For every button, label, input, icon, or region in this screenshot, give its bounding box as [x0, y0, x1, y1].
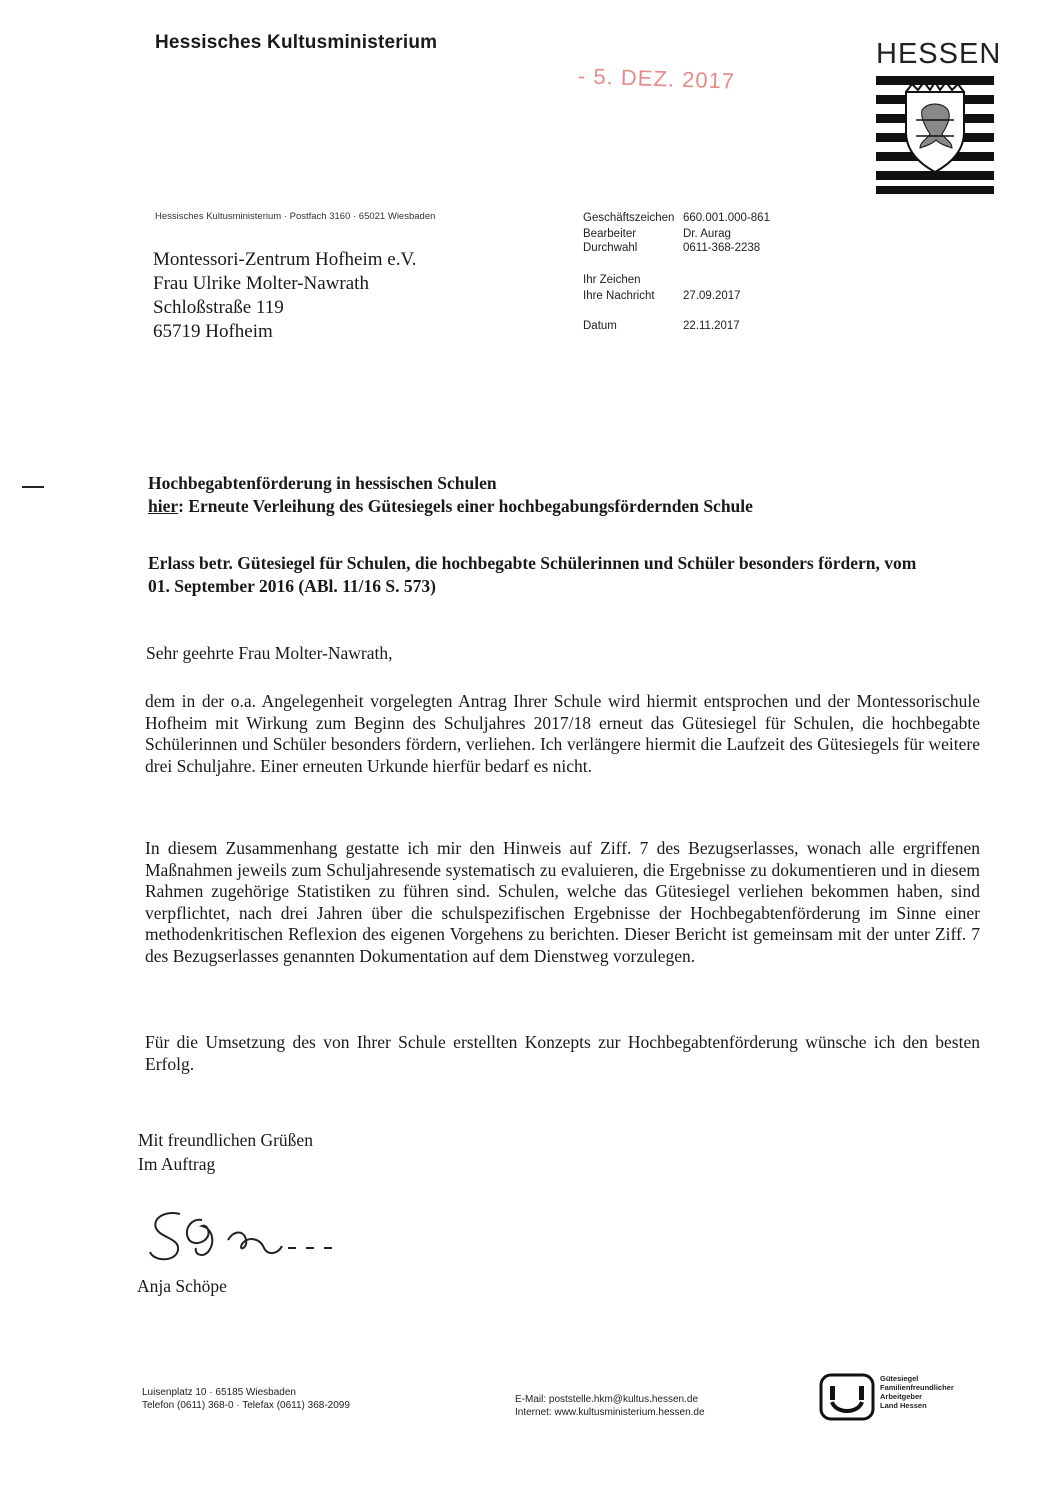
- seal-line-4: Land Hessen: [880, 1401, 927, 1410]
- hessen-logo-word: HESSEN: [876, 38, 1002, 70]
- handwritten-signature-icon: [140, 1200, 350, 1272]
- recipient-name: Frau Ulrike Molter-Nawrath: [153, 273, 369, 294]
- closing-greeting: Mit freundlichen Grüßen: [138, 1130, 313, 1150]
- subject-hier: hier: [148, 496, 179, 516]
- your-reference-label: Ihr Zeichen: [583, 274, 641, 286]
- signer-name: Anja Schöpe: [137, 1276, 227, 1296]
- seal-line-1: Gütesiegel: [880, 1374, 919, 1383]
- salutation: Sehr geehrte Frau Molter-Nawrath,: [146, 643, 393, 663]
- decree-reference: Erlass betr. Gütesiegel für Schulen, die hochbegabte Schülerinnen und Schüler besonders fördern, vom 01. September 2016 (ABl. 11/16 S. 573): [148, 553, 917, 596]
- clerk-label: Bearbeiter: [583, 228, 637, 240]
- reference-label: Geschäftszeichen: [583, 212, 675, 224]
- closing-block: [138, 1128, 313, 1176]
- footer-website: Internet: www.kultusministerium.hessen.de: [515, 1407, 705, 1418]
- subject-line-1: Hochbegabtenförderung in hessischen Schulen: [148, 473, 497, 493]
- clerk-value: Dr. Aurag: [683, 228, 731, 240]
- footer-phone: Telefon (0611) 368-0 · Telefax (0611) 368-2099: [142, 1400, 350, 1411]
- ministry-name: Hessisches Kultusministerium: [155, 32, 438, 53]
- phone-value: 0611-368-2238: [683, 242, 761, 254]
- subject-line-2: [148, 495, 928, 518]
- phone-label: Durchwahl: [583, 242, 638, 254]
- your-message-value: 27.09.2017: [683, 290, 741, 302]
- footer-address: [142, 1386, 350, 1412]
- seal-line-2: Familienfreundlicher: [880, 1383, 954, 1392]
- received-stamp: - 5. DEZ. 2017: [577, 63, 736, 94]
- family-friendly-employer-seal-icon: [818, 1372, 876, 1422]
- reference-block: [583, 212, 770, 336]
- footer-contact: [515, 1393, 705, 1419]
- body-paragraph-2: In diesem Zusammenhang gestatte ich mir den Hinweis auf Ziff. 7 des Bezugserlasses, wonach alle ergriffenen Maßnahmen jeweils zum Schuljahresende systematisch zu evaluieren, die Ergebnisse zu dokumentieren und in diesem Rahmen zugehörige Statistiken zu führen sind. Schulen, welche das Gütesiegel verliehen bekommen haben, sind verpflichtet, nach drei Jahren über die schulspezifischen Ergebnisse der Hochbegabtenförderung im Sinne einer methodenkritischen Reflexion des eigenen Vorgehens zu berichten. Dieser Bericht ist gemeinsam mit der unter Ziff. 7 des Bezugserlasses genannten Dokumentation auf dem Dienstweg vorzulegen.: [145, 838, 980, 966]
- reference-value: 660.001.000-861: [683, 212, 770, 224]
- closing-on-behalf: Im Auftrag: [138, 1154, 216, 1174]
- subject-block: [148, 472, 928, 518]
- seal-caption: [880, 1374, 954, 1410]
- your-message-label: Ihre Nachricht: [583, 290, 655, 302]
- sender-return-address: Hessisches Kultusministerium · Postfach 3160 · 65021 Wiesbaden: [155, 211, 436, 222]
- footer-street: Luisenplatz 10 · 65185 Wiesbaden: [142, 1387, 296, 1398]
- subject-line-2-text: : Erneute Verleihung des Gütesiegels einer hochbegabungsfördernden Schule: [178, 496, 753, 516]
- recipient-street: Schloßstraße 119: [153, 297, 284, 318]
- date-label: Datum: [583, 320, 617, 332]
- body-paragraph-1: dem in der o.a. Angelegenheit vorgelegten Antrag Ihrer Schule wird hiermit entsprochen und der Montessorischule Hofheim mit Wirkung zum Beginn des Schuljahres 2017/18 erneut das Gütesiegel für Schulen, die hochbegabte Schülerinnen und Schüler besonders fördern, verliehen. Ich verlängere hiermit die Laufzeit des Gütesiegels für weitere drei Schuljahre. Einer erneuten Urkunde hierfür bedarf es nicht.: [145, 691, 980, 776]
- date-value: 22.11.2017: [683, 320, 740, 332]
- recipient-address: [153, 248, 417, 344]
- seal-line-3: Arbeitgeber: [880, 1392, 923, 1401]
- footer-email: E-Mail: poststelle.hkm@kultus.hessen.de: [515, 1394, 699, 1405]
- recipient-organization: Montessori-Zentrum Hofheim e.V.: [153, 249, 417, 270]
- recipient-city: 65719 Hofheim: [153, 321, 273, 342]
- body-paragraph-3: Für die Umsetzung des von Ihrer Schule erstellten Konzepts zur Hochbegabtenförderung wünsche ich den besten Erfolg.: [145, 1032, 980, 1074]
- fold-mark: [22, 486, 44, 488]
- hessen-crest-icon: [876, 76, 994, 194]
